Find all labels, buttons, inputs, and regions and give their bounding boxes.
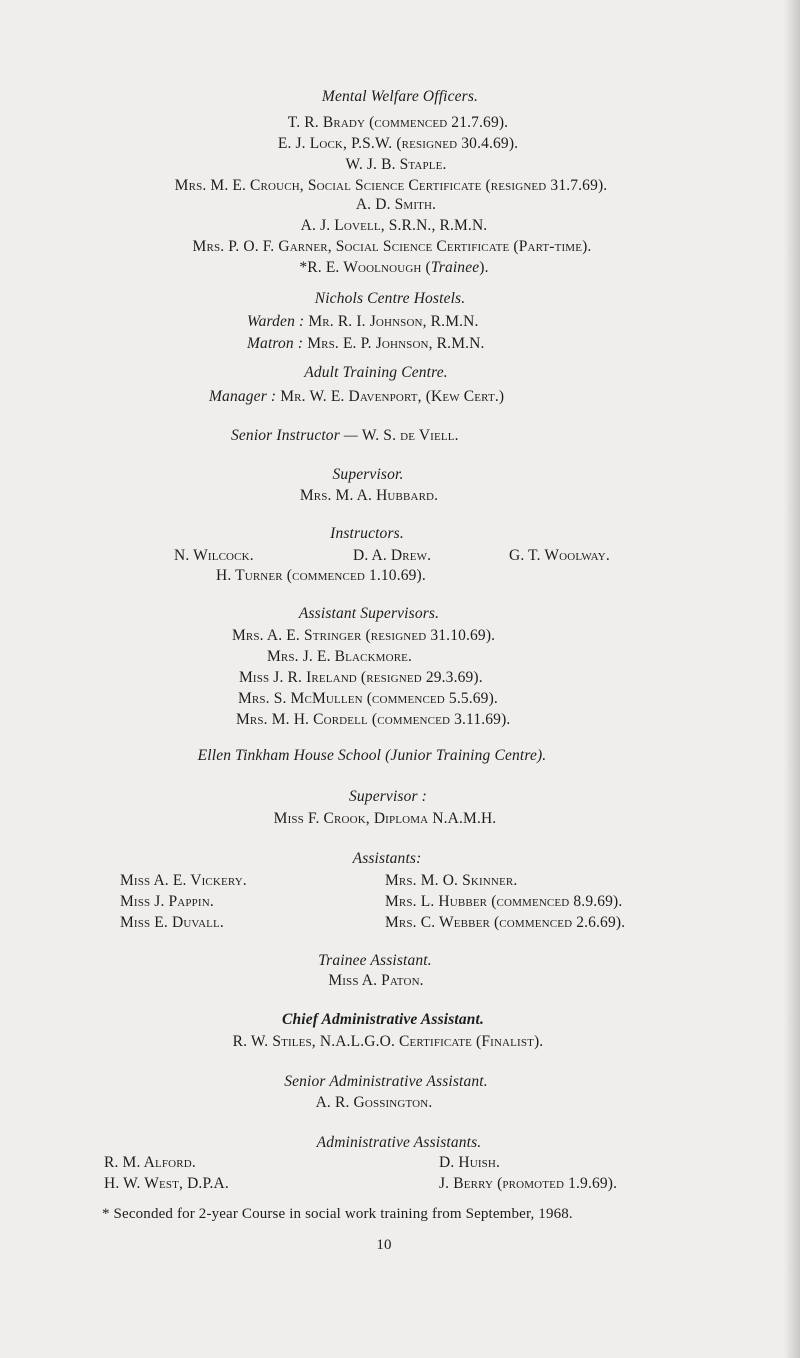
senior-instructor-role: Senior Instructor —	[231, 427, 358, 444]
admin-assistant-left: R. M. Alford.	[104, 1154, 196, 1171]
admin-assistant-left: H. W. West, D.P.A.	[104, 1175, 229, 1192]
chief-admin-name: R. W. Stiles, N.A.L.G.O. Certificate (Finalist).	[232, 1033, 544, 1050]
assistant-supervisor: Miss J. R. Ireland (resigned 29.3.69).	[239, 669, 483, 686]
school-assistants-heading: Assistants:	[352, 850, 422, 867]
admin-assistants-heading: Administrative Assistants.	[316, 1134, 482, 1151]
officer-line: A. D. Smith.	[355, 196, 437, 213]
warden-name: Mr. R. I. Johnson, R.M.N.	[308, 313, 479, 330]
instructor-name: G. T. Woolway.	[509, 547, 610, 564]
officer-line: T. R. Brady (commenced 21.7.69).	[287, 114, 509, 131]
instructor-name: D. A. Drew.	[353, 547, 432, 564]
chief-admin-heading: Chief Administrative Assistant.	[281, 1011, 485, 1028]
school-assistant-left: Miss E. Duvall.	[120, 914, 224, 931]
matron-role: Matron :	[247, 335, 304, 352]
admin-assistant-right: J. Berry (promoted 1.9.69).	[439, 1175, 618, 1192]
officer-line: E. J. Lock, P.S.W. (resigned 30.4.69).	[277, 135, 519, 152]
school-supervisor-heading: Supervisor :	[349, 788, 427, 805]
matron-name: Mrs. E. P. Johnson, R.M.N.	[307, 335, 485, 352]
officer-line: Mrs. P. O. F. Garner, Social Science Certificate (Part-time).	[192, 238, 592, 255]
mental-welfare-heading: Mental Welfare Officers.	[321, 88, 479, 105]
officer-line: W. J. B. Staple.	[345, 156, 447, 173]
manager-line	[209, 388, 800, 406]
trainee-name: *R. E. Woolnough (Trainee).	[299, 259, 489, 276]
trainee-assistant-heading: Trainee Assistant.	[318, 952, 432, 969]
school-assistant-right: Mrs. M. O. Skinner.	[385, 872, 518, 889]
adult-training-heading: Adult Training Centre.	[304, 364, 448, 381]
assistant-supervisor: Mrs. A. E. Stringer (resigned 31.10.69).	[232, 627, 496, 644]
trainee-assistant-name: Miss A. Paton.	[328, 972, 424, 989]
nichols-heading: Nichols Centre Hostels.	[314, 290, 466, 307]
senior-instructor-line	[231, 427, 800, 445]
trainee-line	[0, 259, 794, 277]
admin-assistant-right: D. Huish.	[439, 1154, 501, 1171]
manager-name: Mr. W. E. Davenport, (Kew Cert.)	[280, 388, 505, 405]
assistant-supervisor: Mrs. J. E. Blackmore.	[267, 648, 413, 665]
school-supervisor-name: Miss F. Crook, Diploma N.A.M.H.	[273, 810, 497, 827]
manager-role: Manager :	[209, 388, 277, 405]
footnote: * Seconded for 2-year Course in social work training from September, 1968.	[102, 1206, 573, 1222]
page-number: 10	[376, 1237, 392, 1253]
officer-line: Mrs. M. E. Crouch, Social Science Certificate (resigned 31.7.69).	[174, 177, 608, 194]
matron-line	[247, 335, 800, 353]
assistant-supervisors-heading: Assistant Supervisors.	[298, 605, 440, 622]
school-assistant-left: Miss A. E. Vickery.	[120, 872, 247, 889]
instructors-heading: Instructors.	[330, 525, 404, 542]
instructor-extra: H. Turner (commenced 1.10.69).	[216, 567, 426, 584]
school-assistant-left: Miss J. Pappin.	[120, 893, 214, 910]
supervisor-heading: Supervisor.	[332, 466, 404, 483]
ellen-tinkham-heading: Ellen Tinkham House School (Junior Training Centre).	[197, 747, 547, 764]
warden-line	[247, 313, 800, 331]
senior-admin-name: A. R. Gossington.	[315, 1094, 433, 1111]
senior-admin-heading: Senior Administrative Assistant.	[284, 1073, 488, 1090]
school-assistant-right: Mrs. L. Hubber (commenced 8.9.69).	[385, 893, 623, 910]
warden-role: Warden :	[247, 313, 305, 330]
instructor-name: N. Wilcock.	[174, 547, 254, 564]
assistant-supervisor: Mrs. M. H. Cordell (commenced 3.11.69).	[236, 711, 511, 728]
school-assistant-right: Mrs. C. Webber (commenced 2.6.69).	[385, 914, 626, 931]
assistant-supervisor: Mrs. S. McMullen (commenced 5.5.69).	[238, 690, 498, 707]
supervisor-name: Mrs. M. A. Hubbard.	[299, 487, 439, 504]
senior-instructor-name: W. S. de Viell.	[361, 427, 459, 444]
officer-line: A. J. Lovell, S.R.N., R.M.N.	[300, 217, 488, 234]
